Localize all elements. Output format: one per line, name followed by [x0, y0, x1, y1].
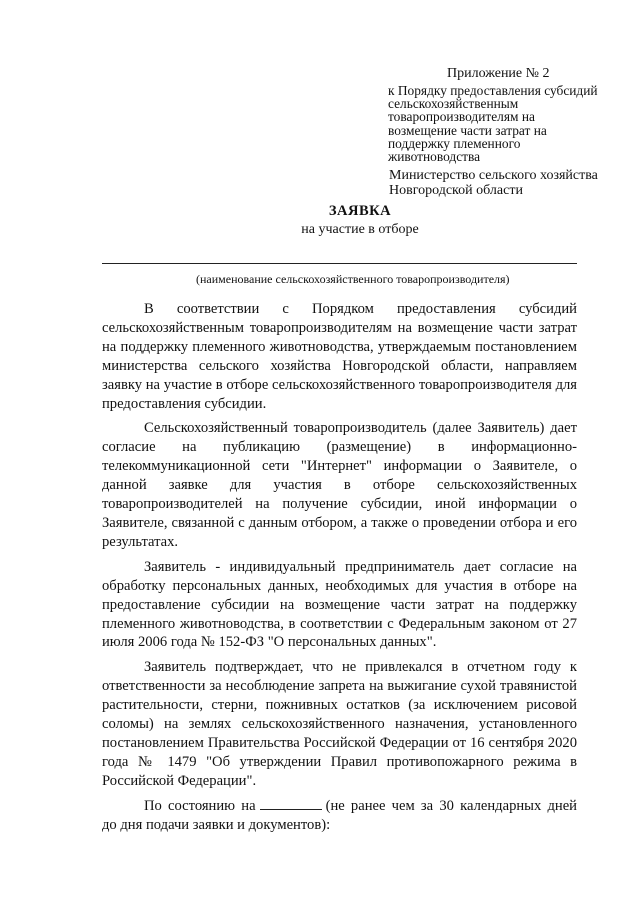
- producer-name-blank-line: [102, 263, 577, 264]
- appendix-reference-line-5: поддержку племенного: [388, 135, 521, 151]
- as-of-prefix: По состоянию на: [144, 797, 256, 814]
- paragraph-5: [102, 797, 577, 835]
- paragraph-5-line-2: до дня подачи заявки и документов):: [102, 816, 331, 833]
- paragraph-2: Сельскохозяйственный товаропроизводитель (далее Заявитель) дает согласие на публикацию (размещение) в информационно-телекоммуникационной сети "Интернет" информации о Заявителе, о данной заявке для участия в отборе сельскохозяйственных товаропроизводителей на получение субсидии, иной информации о Заявителе, связанной с данным отбором, а также о проведении отбора и его результатах.: [102, 420, 577, 550]
- appendix-reference-line-6: животноводства: [388, 149, 481, 165]
- application-body: [102, 300, 577, 834]
- producer-name-caption: (наименование сельскохозяйственного товаропроизводителя): [196, 272, 510, 286]
- paragraph-1: В соответствии с Порядком предоставления субсидий сельскохозяйственным товаропроизводителям на возмещение части затрат на поддержку племенного животноводства, утверждаемым постановлением министерства сельского хозяйства Новгородской области, направляем заявку на участие в отборе сельскохозяйственного товаропроизводителя для предоставления субсидии.: [102, 301, 577, 412]
- ministry-line-1: Министерство сельского хозяйства: [389, 168, 598, 183]
- appendix-reference: [388, 84, 620, 163]
- paragraph-5-line-1: [102, 797, 577, 816]
- as-of-date-blank: [260, 797, 322, 810]
- appendix-reference-line-3: товаропроизводителям на: [388, 109, 535, 125]
- appendix-number: Приложение № 2: [447, 66, 550, 81]
- appendix-reference-line-4: возмещение части затрат на: [388, 122, 547, 138]
- ministry-line-2: Новгородской области: [389, 183, 523, 198]
- as-of-suffix: (не ранее чем за 30 календарных дней: [325, 797, 577, 814]
- appendix-reference-line-2: сельскохозяйственным: [388, 96, 519, 112]
- document-title: ЗАЯВКА: [328, 203, 392, 219]
- appendix-reference-line-1: к Порядку предоставления субсидий: [388, 83, 598, 98]
- paragraph-3: Заявитель - индивидуальный предприниматель дает согласие на обработку персональных данных, необходимых для участия в отборе на предоставление субсидии на возмещение части затрат на поддержку племенного животноводства, в соответствии с Федеральным законом от 27 июля 2006 года № 152-ФЗ "О персональных данных".: [102, 558, 577, 651]
- paragraph-4: Заявитель подтверждает, что не привлекался в отчетном году к ответственности за несоблюдение запрета на выжигание сухой травянистой растительности, стерни, пожнивных остатков (за исключением рисовой соломы) на землях сельскохозяйственного назначения, установленного постановлением Правительства Российской Федерации от 16 сентября 2020 года № 1479 "Об утверждении Правил противопожарного режима в Российской Федерации".: [102, 659, 577, 789]
- document-subtitle: на участие в отборе: [301, 222, 419, 237]
- ministry-addressee: [389, 168, 624, 198]
